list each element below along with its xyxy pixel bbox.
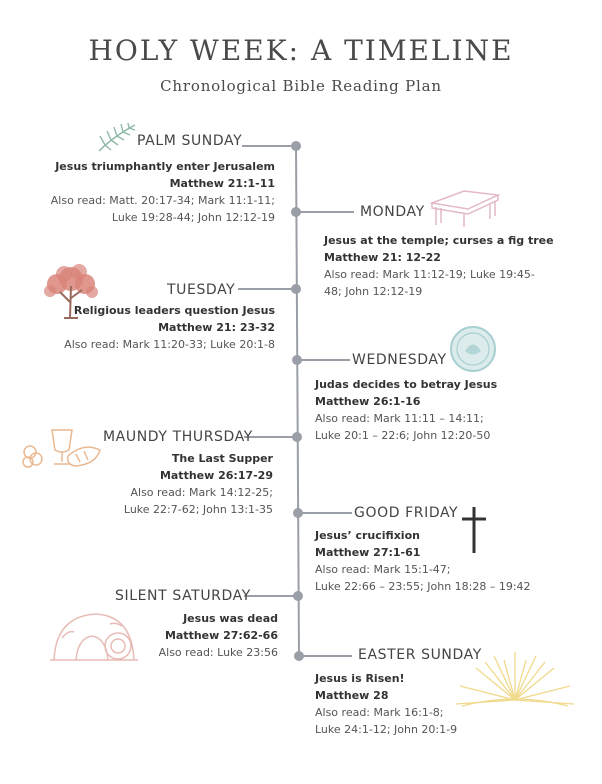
also-read-line: Also read: Mark 16:1-8; xyxy=(315,706,444,719)
event-title: Jesus triumphantly enter Jerusalem xyxy=(55,160,275,173)
scripture-passage: Matthew 21: 23-32 xyxy=(158,321,275,334)
palm-branch-icon xyxy=(96,122,138,154)
also-read-line: Luke 22:66 – 23:55; John 18:28 – 19:42 xyxy=(315,580,531,593)
page-title: HOLY WEEK: A TIMELINE xyxy=(88,34,514,67)
event-title: Jesus is Risen! xyxy=(315,672,405,685)
node-palm-sunday xyxy=(291,141,301,151)
scripture-passage: Matthew 26:17-29 xyxy=(159,469,273,482)
also-read-line: Also read: Matt. 20:17-34; Mark 11:1-11; xyxy=(50,194,275,207)
event-title: Jesus was dead xyxy=(183,612,278,625)
also-read-line: Also read: Mark 11:20-33; Luke 20:1-8 xyxy=(64,338,275,351)
day-label-monday: MONDAY xyxy=(360,204,425,220)
node-tuesday xyxy=(291,284,301,294)
event-title: Judas decides to betray Jesus xyxy=(315,378,498,391)
also-read-line: Also read: Mark 11:12-19; Luke 19:45- xyxy=(324,268,535,281)
node-easter-sunday xyxy=(294,651,304,661)
also-read-line: Luke 22:7-62; John 13:1-35 xyxy=(123,503,273,516)
node-maundy-thursday xyxy=(292,432,302,442)
day-label-silent-saturday: SILENT SATURDAY xyxy=(115,588,251,604)
day-block-good-friday xyxy=(315,527,531,595)
event-title: Jesus’ crucifixion xyxy=(315,529,420,542)
event-title: The Last Supper xyxy=(171,452,273,465)
fig-tree-icon xyxy=(40,262,102,322)
event-title: Religious leaders question Jesus xyxy=(73,304,275,317)
scripture-passage: Matthew 21:1-11 xyxy=(169,177,275,190)
day-label-palm-sunday: PALM SUNDAY xyxy=(137,133,243,149)
cross-icon xyxy=(460,505,488,555)
day-block-easter-sunday xyxy=(315,670,457,738)
coin-icon xyxy=(448,324,498,374)
day-label-maundy-thursday: MAUNDY THURSDAY xyxy=(103,429,253,445)
day-label-wednesday: WEDNESDAY xyxy=(352,352,447,368)
tomb-icon xyxy=(50,608,138,662)
scripture-passage: Matthew 27:62-66 xyxy=(164,629,278,642)
also-read-line: 48; John 12:12-19 xyxy=(324,285,423,298)
day-label-good-friday: GOOD FRIDAY xyxy=(354,505,459,521)
scripture-passage: Matthew 27:1-61 xyxy=(315,546,421,559)
scripture-passage: Matthew 21: 12-22 xyxy=(324,251,441,264)
node-silent-saturday xyxy=(293,591,303,601)
also-read-line: Luke 20:1 – 22:6; John 12:20-50 xyxy=(315,429,491,442)
day-block-monday xyxy=(324,232,554,300)
also-read-line: Also read: Luke 23:56 xyxy=(158,646,278,659)
bread-and-cup-icon xyxy=(20,424,104,470)
scripture-passage: Matthew 28 xyxy=(315,689,389,702)
day-block-palm-sunday xyxy=(51,158,275,226)
day-block-wednesday xyxy=(315,376,497,444)
page-subtitle: Chronological Bible Reading Plan xyxy=(160,77,442,95)
node-good-friday xyxy=(293,508,303,518)
node-monday xyxy=(291,207,301,217)
day-block-maundy-thursday xyxy=(124,450,273,518)
also-read-line: Luke 19:28-44; John 12:12-19 xyxy=(111,211,275,224)
also-read-line: Also read: Mark 14:12-25; xyxy=(130,486,273,499)
day-label-easter-sunday: EASTER SUNDAY xyxy=(358,647,482,663)
day-block-silent-saturday xyxy=(159,610,278,661)
also-read-line: Also read: Mark 15:1-47; xyxy=(315,563,451,576)
node-wednesday xyxy=(292,355,302,365)
day-label-tuesday: TUESDAY xyxy=(167,282,236,298)
sunburst-icon xyxy=(452,648,578,718)
also-read-line: Also read: Mark 11:11 – 14:11; xyxy=(315,412,484,425)
also-read-line: Luke 24:1-12; John 20:1-9 xyxy=(315,723,458,736)
scripture-passage: Matthew 26:1-16 xyxy=(315,395,421,408)
timeline-spine xyxy=(296,146,299,657)
event-title: Jesus at the temple; curses a fig tree xyxy=(324,234,554,247)
table-icon xyxy=(424,183,504,229)
